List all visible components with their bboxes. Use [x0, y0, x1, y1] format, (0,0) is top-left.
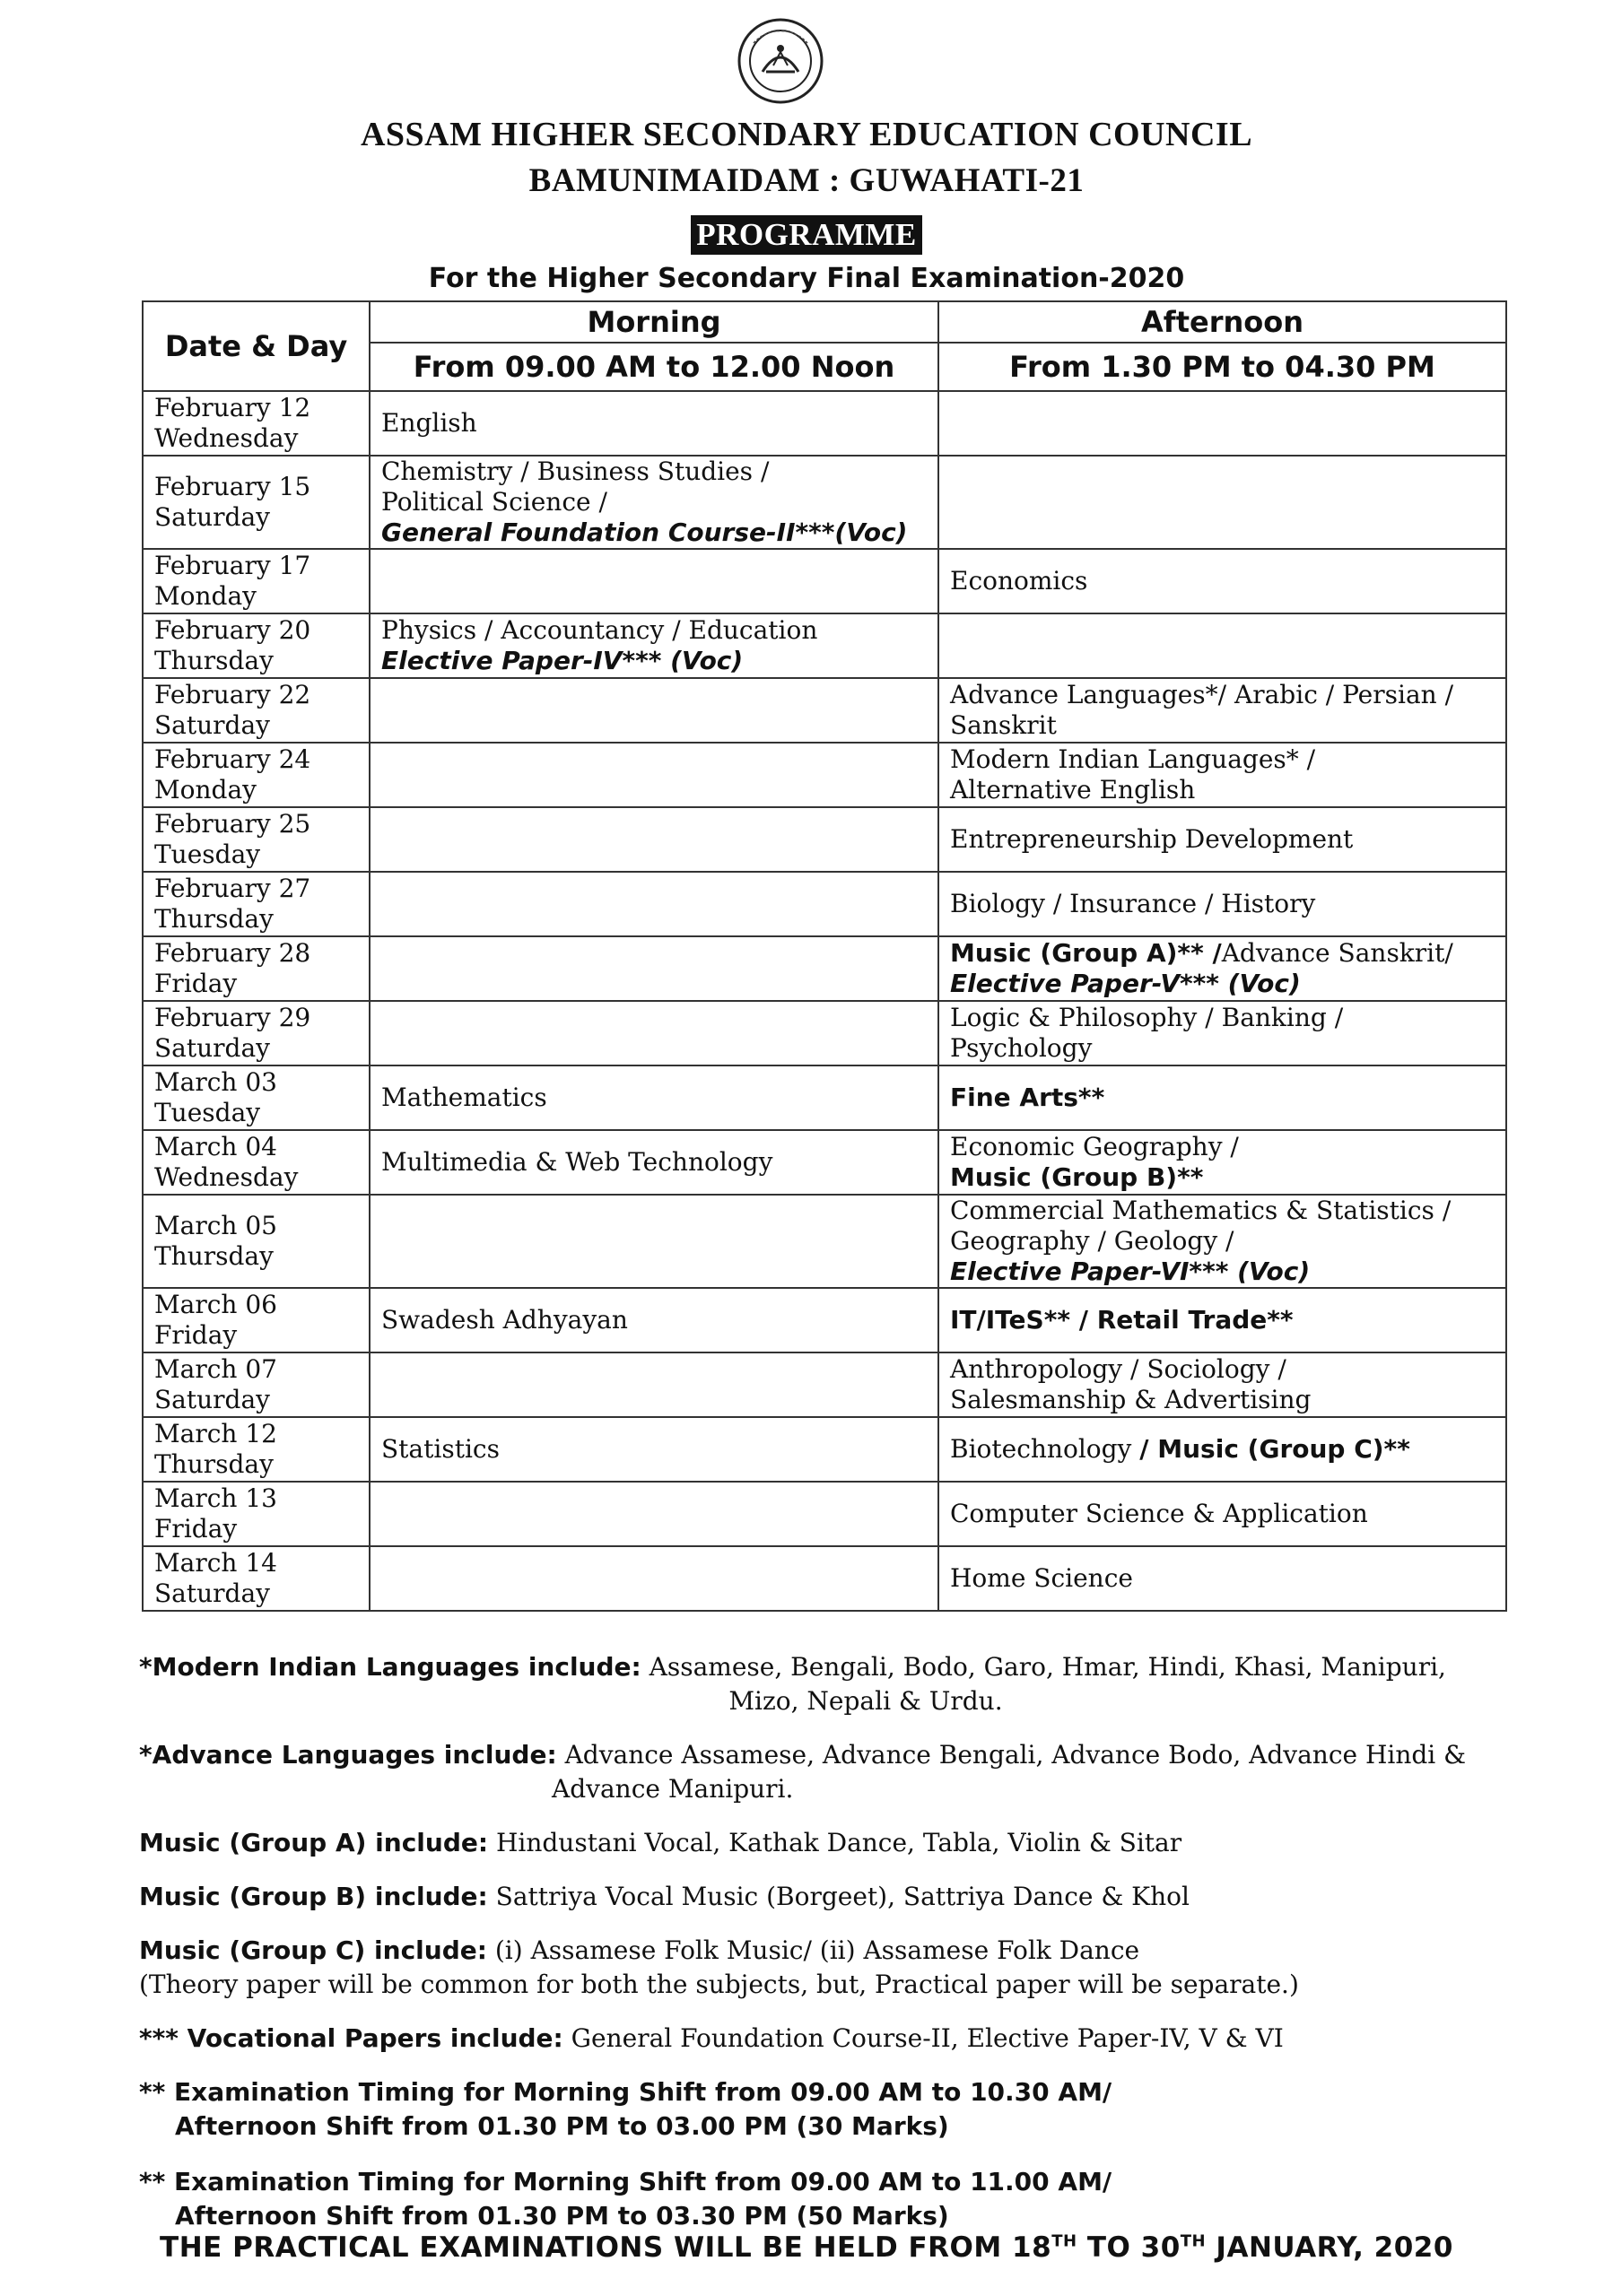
afternoon-cell — [938, 872, 1506, 936]
row-date-cell — [143, 456, 370, 549]
afternoon-subject-line: Sanskrit — [950, 710, 1057, 740]
row-date-cell — [143, 1001, 370, 1065]
afternoon-vocational-subject: Elective Paper-VI*** (Voc) — [950, 1257, 1311, 1286]
afternoon-cell — [938, 1065, 1506, 1130]
afternoon-cell — [938, 549, 1506, 613]
afternoon-subject-line: Logic & Philosophy / Banking / — [950, 1003, 1344, 1032]
morning-cell — [370, 1195, 938, 1288]
afternoon-cell — [938, 743, 1506, 807]
morning-cell — [370, 678, 938, 743]
table-row — [143, 936, 1506, 1001]
afternoon-subject-line: Biology / Insurance / History — [950, 889, 1316, 918]
row-day: Tuesday — [154, 839, 261, 869]
row-date-cell — [143, 1352, 370, 1417]
morning-cell — [370, 743, 938, 807]
morning-cell — [370, 1482, 938, 1546]
row-day: Thursday — [154, 1449, 274, 1479]
timing-50-line1: ** Examination Timing for Morning Shift from 09.00 AM to 11.00 AM/ — [139, 2167, 1112, 2196]
morning-subject-line: Multimedia & Web Technology — [381, 1147, 773, 1177]
row-date-cell — [143, 807, 370, 872]
row-day: Thursday — [154, 646, 274, 675]
org-name: ASSAM HIGHER SECONDARY EDUCATION COUNCIL — [360, 116, 1253, 153]
row-day: Friday — [154, 1514, 238, 1544]
col-header-morning: Morning — [370, 301, 938, 343]
morning-subject-line: Swadesh Adhyayan — [381, 1305, 628, 1335]
afternoon-subject-line: Advance Languages*/ Arabic / Persian / — [950, 680, 1454, 709]
note-mil-text2: Mizo, Nepali & Urdu. — [728, 1686, 1003, 1716]
morning-cell — [370, 613, 938, 678]
note-gc-text2: (Theory paper will be common for both the subjects, but, Practical paper will be separate.) — [139, 1970, 1299, 1999]
council-seal-logo — [736, 16, 825, 106]
afternoon-subject-bold: / Music (Group C)** — [1139, 1434, 1410, 1464]
note-vocational — [139, 2022, 1485, 2056]
morning-cell — [370, 549, 938, 613]
morning-cell — [370, 1352, 938, 1417]
morning-subject-line: Mathematics — [381, 1083, 547, 1112]
row-day: Monday — [154, 775, 257, 804]
table-row — [143, 743, 1506, 807]
note-gb-text: Sattriya Vocal Music (Borgeet), Sattriya Dance & Khol — [495, 1882, 1190, 1911]
afternoon-subject-line: Psychology — [950, 1033, 1093, 1063]
afternoon-subject-line: Entrepreneurship Development — [950, 824, 1354, 854]
row-date: March 03 — [154, 1067, 277, 1097]
table-row — [143, 872, 1506, 936]
table-row — [143, 678, 1506, 743]
col-header-date: Date & Day — [143, 301, 370, 391]
morning-cell — [370, 1130, 938, 1195]
afternoon-time: From 1.30 PM to 04.30 PM — [938, 343, 1506, 391]
row-date-cell — [143, 391, 370, 456]
morning-subject-line: Statistics — [381, 1434, 500, 1464]
note-mil — [139, 1650, 1485, 1718]
morning-cell — [370, 1065, 938, 1130]
row-date-cell — [143, 1417, 370, 1482]
row-day: Saturday — [154, 502, 270, 532]
table-row — [143, 1288, 1506, 1352]
practical-exam-footer — [0, 2231, 1613, 2264]
table-row — [143, 1195, 1506, 1288]
note-adv — [139, 1738, 1485, 1806]
afternoon-cell — [938, 1546, 1506, 1611]
morning-cell — [370, 456, 938, 549]
footer-part1: THE PRACTICAL EXAMINATIONS WILL BE HELD FROM 18 — [160, 2231, 1052, 2264]
note-voc-label: *** Vocational Papers include: — [139, 2023, 563, 2053]
row-date: March 14 — [154, 1548, 277, 1578]
footer-part2: TO 30 — [1077, 2231, 1181, 2264]
afternoon-cell — [938, 613, 1506, 678]
row-date-cell — [143, 549, 370, 613]
afternoon-cell — [938, 807, 1506, 872]
notes-section — [139, 1650, 1485, 2255]
afternoon-subject-line: Economics — [950, 566, 1088, 596]
morning-vocational-subject: Elective Paper-IV*** (Voc) — [381, 646, 744, 675]
row-day: Wednesday — [154, 1162, 299, 1192]
afternoon-subject-line: Biotechnology — [950, 1434, 1132, 1464]
note-mil-text: Assamese, Bengali, Bodo, Garo, Hmar, Hindi, Khasi, Manipuri, — [649, 1652, 1446, 1682]
afternoon-cell — [938, 1001, 1506, 1065]
afternoon-vocational-subject: Elective Paper-V*** (Voc) — [950, 969, 1301, 998]
timing-30-line1: ** Examination Timing for Morning Shift from 09.00 AM to 10.30 AM/ — [139, 2077, 1112, 2107]
afternoon-subject-bold: IT/ITeS** / Retail Trade** — [950, 1305, 1294, 1335]
morning-cell — [370, 1417, 938, 1482]
afternoon-cell — [938, 1352, 1506, 1417]
col-header-afternoon: Afternoon — [938, 301, 1506, 343]
row-date: February 12 — [154, 393, 311, 422]
row-day: Friday — [154, 1320, 238, 1350]
row-date: March 06 — [154, 1290, 277, 1319]
row-date-cell — [143, 613, 370, 678]
morning-cell — [370, 807, 938, 872]
row-date: February 20 — [154, 615, 311, 645]
programme-badge: PROGRAMME — [691, 215, 922, 255]
morning-time: From 09.00 AM to 12.00 Noon — [370, 343, 938, 391]
table-row — [143, 549, 1506, 613]
note-group-b — [139, 1880, 1485, 1914]
row-day: Wednesday — [154, 423, 299, 453]
row-date-cell — [143, 1288, 370, 1352]
row-day: Thursday — [154, 904, 274, 934]
note-gc-label: Music (Group C) include: — [139, 1935, 487, 1965]
footer-sup1: TH — [1051, 2231, 1077, 2251]
note-adv-text2: Advance Manipuri. — [552, 1774, 794, 1804]
afternoon-subject-line: Commercial Mathematics & Statistics / — [950, 1196, 1452, 1225]
morning-cell — [370, 391, 938, 456]
schedule-body — [143, 391, 1506, 1611]
row-date: March 12 — [154, 1419, 277, 1448]
morning-subject-line: Political Science / — [381, 487, 607, 517]
table-row — [143, 1546, 1506, 1611]
morning-cell — [370, 1546, 938, 1611]
afternoon-cell — [938, 391, 1506, 456]
note-group-a — [139, 1826, 1485, 1860]
row-day: Thursday — [154, 1241, 274, 1271]
timing-30-line2: Afternoon Shift from 01.30 PM to 03.00 PM (30 Marks) — [175, 2111, 949, 2141]
afternoon-cell — [938, 1130, 1506, 1195]
morning-cell — [370, 1001, 938, 1065]
row-day: Saturday — [154, 710, 270, 740]
afternoon-cell — [938, 1288, 1506, 1352]
row-date: February 15 — [154, 472, 311, 501]
afternoon-subject-bold: Fine Arts** — [950, 1083, 1105, 1112]
table-row — [143, 1352, 1506, 1417]
note-timing-50 — [139, 2165, 1485, 2233]
table-row — [143, 1001, 1506, 1065]
afternoon-cell — [938, 456, 1506, 549]
afternoon-subject-line: Advance Sanskrit/ — [1221, 938, 1453, 968]
row-day: Friday — [154, 969, 238, 998]
table-row — [143, 613, 1506, 678]
morning-cell — [370, 936, 938, 1001]
row-date-cell — [143, 936, 370, 1001]
note-adv-text: Advance Assamese, Advance Bengali, Advance Bodo, Advance Hindi & — [564, 1740, 1467, 1770]
timing-50-line2: Afternoon Shift from 01.30 PM to 03.30 PM (50 Marks) — [175, 2201, 949, 2231]
table-row — [143, 1065, 1506, 1130]
footer-sup2: TH — [1180, 2231, 1207, 2251]
morning-subject-line: English — [381, 408, 477, 438]
row-date-cell — [143, 1130, 370, 1195]
table-row — [143, 1482, 1506, 1546]
row-date: March 04 — [154, 1132, 277, 1161]
row-date: February 25 — [154, 809, 311, 839]
afternoon-cell — [938, 936, 1506, 1001]
afternoon-subject-line: Computer Science & Application — [950, 1499, 1368, 1528]
afternoon-subject-line: Home Science — [950, 1563, 1133, 1593]
row-date-cell — [143, 743, 370, 807]
org-address: BAMUNIMAIDAM : GUWAHATI-21 — [528, 162, 1085, 199]
row-date: February 24 — [154, 744, 311, 774]
note-gb-label: Music (Group B) include: — [139, 1882, 488, 1911]
table-row — [143, 1417, 1506, 1482]
afternoon-subject-line: Salesmanship & Advertising — [950, 1385, 1312, 1414]
footer-part3: JANUARY, 2020 — [1206, 2231, 1453, 2264]
note-group-c — [139, 1934, 1485, 2002]
morning-vocational-subject: General Foundation Course-II***(Voc) — [381, 517, 908, 547]
row-date: March 13 — [154, 1483, 277, 1513]
afternoon-subject-line: Alternative English — [950, 775, 1196, 804]
afternoon-subject-bold: Music (Group A)** / — [950, 938, 1222, 968]
row-date-cell — [143, 1482, 370, 1546]
row-date: February 27 — [154, 874, 311, 903]
note-gc-text: (i) Assamese Folk Music/ (ii) Assamese Folk Dance — [494, 1935, 1140, 1965]
row-date-cell — [143, 678, 370, 743]
note-mil-label: *Modern Indian Languages include: — [139, 1652, 641, 1682]
exam-schedule-table — [142, 300, 1507, 1612]
table-row — [143, 807, 1506, 872]
row-date: February 28 — [154, 938, 311, 968]
afternoon-cell — [938, 1195, 1506, 1288]
page-subtitle: For the Higher Secondary Final Examination-2020 — [428, 263, 1185, 294]
afternoon-cell — [938, 678, 1506, 743]
note-timing-30 — [139, 2075, 1485, 2144]
row-day: Saturday — [154, 1033, 270, 1063]
row-date-cell — [143, 1546, 370, 1611]
note-adv-label: *Advance Languages include: — [139, 1740, 557, 1770]
row-date-cell — [143, 1065, 370, 1130]
table-row — [143, 1130, 1506, 1195]
afternoon-subject-line: Economic Geography / — [950, 1132, 1239, 1161]
afternoon-subject-line: Geography / Geology / — [950, 1226, 1234, 1256]
afternoon-subject-line: Modern Indian Languages* / — [950, 744, 1316, 774]
table-row — [143, 391, 1506, 456]
row-date: February 22 — [154, 680, 311, 709]
morning-cell — [370, 1288, 938, 1352]
note-voc-text: General Foundation Course-II, Elective Paper-IV, V & VI — [571, 2023, 1284, 2053]
row-day: Saturday — [154, 1578, 270, 1608]
morning-subject-line: Chemistry / Business Studies / — [381, 457, 770, 486]
row-day: Tuesday — [154, 1098, 261, 1127]
row-date-cell — [143, 1195, 370, 1288]
afternoon-subject-line: Anthropology / Sociology / — [950, 1354, 1286, 1384]
row-day: Saturday — [154, 1385, 270, 1414]
note-ga-label: Music (Group A) include: — [139, 1828, 489, 1857]
afternoon-cell — [938, 1482, 1506, 1546]
table-row — [143, 456, 1506, 549]
row-date: February 29 — [154, 1003, 311, 1032]
morning-subject-line: Physics / Accountancy / Education — [381, 615, 818, 645]
note-ga-text: Hindustani Vocal, Kathak Dance, Tabla, Violin & Sitar — [495, 1828, 1182, 1857]
morning-cell — [370, 872, 938, 936]
row-date: March 05 — [154, 1211, 277, 1240]
row-date: February 17 — [154, 551, 311, 580]
row-date-cell — [143, 872, 370, 936]
afternoon-subject-bold: Music (Group B)** — [950, 1162, 1204, 1192]
afternoon-cell — [938, 1417, 1506, 1482]
row-day: Monday — [154, 581, 257, 611]
row-date: March 07 — [154, 1354, 277, 1384]
